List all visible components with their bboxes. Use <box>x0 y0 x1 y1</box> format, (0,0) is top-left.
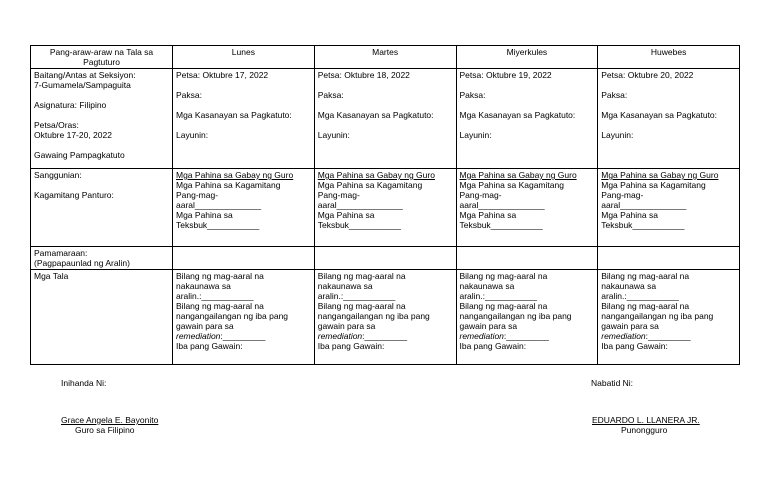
notes-label: Mga Tala <box>31 270 173 365</box>
resources-labels <box>31 169 173 247</box>
principal-title: Punongguro <box>621 425 668 435</box>
teacher-guide-pages: Mga Pahina sa Gabay ng Guro <box>176 170 294 180</box>
date-text: Petsa: Oktubre 17, 2022 <box>176 70 269 80</box>
learner-material-cont: Pang-mag- <box>317 190 360 200</box>
notes-line: aralin.:___________ <box>459 291 538 301</box>
teacher-title: Guro sa Filipino <box>75 425 135 435</box>
objectives-label: Layunin: <box>601 130 634 140</box>
day-header-lunes: Lunes <box>173 46 315 69</box>
notes-row <box>31 270 740 365</box>
teacher-guide-pages: Mga Pahina sa Gabay ng Guro <box>601 170 719 180</box>
teacher-name: Grace Angela E. Bayonito <box>61 415 159 425</box>
date-range-value: Oktubre 17-20, 2022 <box>34 130 112 140</box>
info-cell-miyerkules <box>456 69 598 169</box>
textbook-pages: Mga Pahina sa <box>176 210 233 220</box>
notes-cell-huwebes <box>598 270 740 365</box>
section-value: 7-Gumamela/Sampaguita <box>34 80 131 90</box>
notes-line: nangangailangan ng iba pang <box>176 311 289 321</box>
notes-line: Bilang ng mag-aaral na <box>601 301 690 311</box>
resources-row <box>31 169 740 247</box>
topic-label: Paksa: <box>601 90 628 100</box>
notes-cell-miyerkules <box>456 270 598 365</box>
notes-line: nangangailangan ng iba pang <box>459 311 572 321</box>
teacher-guide-pages: Mga Pahina sa Gabay ng Guro <box>459 170 577 180</box>
procedure-label: Pamamaraan: <box>34 248 88 258</box>
notes-line: aralin.:___________ <box>601 291 679 301</box>
header-title: Pang-araw-araw na Tala sa Pagtuturo <box>31 46 173 69</box>
noted-by-label: Nabatid Ni: <box>591 378 634 388</box>
notes-line: Bilang ng mag-aaral na <box>459 301 548 311</box>
remediation-line <box>601 331 736 341</box>
notes-line: Iba pang Gawain: <box>176 341 243 351</box>
competencies-label: Mga Kasanayan sa Pagkatuto: <box>176 110 292 120</box>
textbook-pages: Mga Pahina sa <box>601 210 658 220</box>
references-label: Sanggunian: <box>34 170 82 180</box>
remediation-word: remediation <box>317 331 363 341</box>
learning-activity-label: Gawaing Pampagkatuto <box>34 150 125 160</box>
remediation-blank: :_________ <box>503 331 549 341</box>
lesson-plan-table <box>30 45 740 365</box>
remediation-word: remediation <box>601 331 646 341</box>
textbook-blank: Teksbuk___________ <box>601 220 685 230</box>
procedure-cell-huwebes <box>598 247 740 270</box>
learner-material-blank: aaral______________ <box>317 200 403 210</box>
info-cell-huwebes <box>598 69 740 169</box>
notes-line: Bilang ng mag-aaral na <box>176 301 264 311</box>
notes-line: aralin.:___________ <box>176 291 254 301</box>
notes-cell-martes <box>314 270 456 365</box>
info-cell-lunes <box>173 69 315 169</box>
competencies-label: Mga Kasanayan sa Pagkatuto: <box>459 110 576 120</box>
notes-line: Bilang ng mag-aaral na <box>601 271 690 281</box>
procedure-cell-lunes <box>173 247 315 270</box>
notes-line: nangangailangan ng iba pang <box>601 311 714 321</box>
date-text: Petsa: Oktubre 19, 2022 <box>459 70 552 80</box>
learner-material-pages: Mga Pahina sa Kagamitang <box>176 180 281 190</box>
notes-line: nangangailangan ng iba pang <box>317 311 430 321</box>
info-cell-martes <box>314 69 456 169</box>
remediation-word: remediation <box>176 331 221 341</box>
procedure-cell-miyerkules <box>456 247 598 270</box>
info-row <box>31 69 740 169</box>
notes-line: nakaunawa sa <box>317 281 373 291</box>
prepared-by-label: Inihanda Ni: <box>61 378 107 388</box>
textbook-blank: Teksbuk___________ <box>176 220 260 230</box>
date-text: Petsa: Oktubre 18, 2022 <box>317 70 410 80</box>
principal-name: EDUARDO L. LLANERA JR. <box>592 415 700 425</box>
remediation-line <box>176 331 311 341</box>
notes-line: Bilang ng mag-aaral na <box>317 271 406 281</box>
notes-line: gawain para sa <box>317 321 376 331</box>
topic-label: Paksa: <box>317 90 344 100</box>
notes-line: aralin.:___________ <box>317 291 396 301</box>
header-row <box>31 46 740 69</box>
notes-line: gawain para sa <box>601 321 659 331</box>
learner-material-pages: Mga Pahina sa Kagamitang <box>459 180 564 190</box>
teaching-materials-label: Kagamitang Panturo: <box>34 190 114 200</box>
remediation-blank: :_________ <box>362 331 408 341</box>
topic-label: Paksa: <box>459 90 486 100</box>
objectives-label: Layunin: <box>317 130 350 140</box>
remediation-line <box>460 331 595 341</box>
notes-cell-lunes <box>173 270 315 365</box>
notes-line: nakaunawa sa <box>176 281 231 291</box>
procedure-labels <box>31 247 173 270</box>
notes-line: nakaunawa sa <box>459 281 515 291</box>
learner-material-pages: Mga Pahina sa Kagamitang <box>601 180 706 190</box>
notes-line: Bilang ng mag-aaral na <box>176 271 264 281</box>
date-time-label: Petsa/Oras: <box>34 120 79 130</box>
objectives-label: Layunin: <box>176 130 209 140</box>
notes-line: gawain para sa <box>176 321 234 331</box>
notes-line: Iba pang Gawain: <box>317 341 385 351</box>
resources-cell-miyerkules <box>456 169 598 247</box>
day-header-miyerkules: Miyerkules <box>456 46 598 69</box>
topic-label: Paksa: <box>176 90 202 100</box>
notes-line: nakaunawa sa <box>601 281 657 291</box>
subject-label: Asignatura: Filipino <box>34 100 107 110</box>
grade-section-label: Baitang/Antas at Seksiyon: <box>34 70 136 80</box>
info-labels <box>31 69 173 169</box>
textbook-blank: Teksbuk___________ <box>317 220 401 230</box>
notes-line: Iba pang Gawain: <box>601 341 668 351</box>
textbook-pages: Mga Pahina sa <box>317 210 375 220</box>
date-text: Petsa: Oktubre 20, 2022 <box>601 70 694 80</box>
learner-material-blank: aaral______________ <box>176 200 262 210</box>
lesson-development-label: (Pagpapaunlad ng Aralin) <box>34 258 130 268</box>
remediation-line <box>318 331 453 341</box>
objectives-label: Layunin: <box>459 130 492 140</box>
learner-material-blank: aaral______________ <box>601 200 687 210</box>
learner-material-blank: aaral______________ <box>459 200 545 210</box>
resources-cell-lunes <box>173 169 315 247</box>
textbook-blank: Teksbuk___________ <box>459 220 543 230</box>
remediation-blank: :_________ <box>645 331 691 341</box>
competencies-label: Mga Kasanayan sa Pagkatuto: <box>601 110 718 120</box>
resources-cell-martes <box>314 169 456 247</box>
learner-material-cont: Pang-mag- <box>459 190 502 200</box>
teacher-guide-pages: Mga Pahina sa Gabay ng Guro <box>317 170 435 180</box>
remediation-blank: :_________ <box>220 331 266 341</box>
day-header-martes: Martes <box>314 46 456 69</box>
procedure-row <box>31 247 740 270</box>
learner-material-cont: Pang-mag- <box>176 190 219 200</box>
procedure-cell-martes <box>314 247 456 270</box>
day-header-huwebes: Huwebes <box>598 46 740 69</box>
remediation-word: remediation <box>459 331 504 341</box>
learner-material-cont: Pang-mag- <box>601 190 644 200</box>
notes-line: gawain para sa <box>459 321 518 331</box>
learner-material-pages: Mga Pahina sa Kagamitang <box>317 180 423 190</box>
competencies-label: Mga Kasanayan sa Pagkatuto: <box>317 110 434 120</box>
textbook-pages: Mga Pahina sa <box>459 210 517 220</box>
notes-line: Iba pang Gawain: <box>459 341 527 351</box>
notes-line: Bilang ng mag-aaral na <box>459 271 548 281</box>
resources-cell-huwebes <box>598 169 740 247</box>
notes-line: Bilang ng mag-aaral na <box>317 301 406 311</box>
